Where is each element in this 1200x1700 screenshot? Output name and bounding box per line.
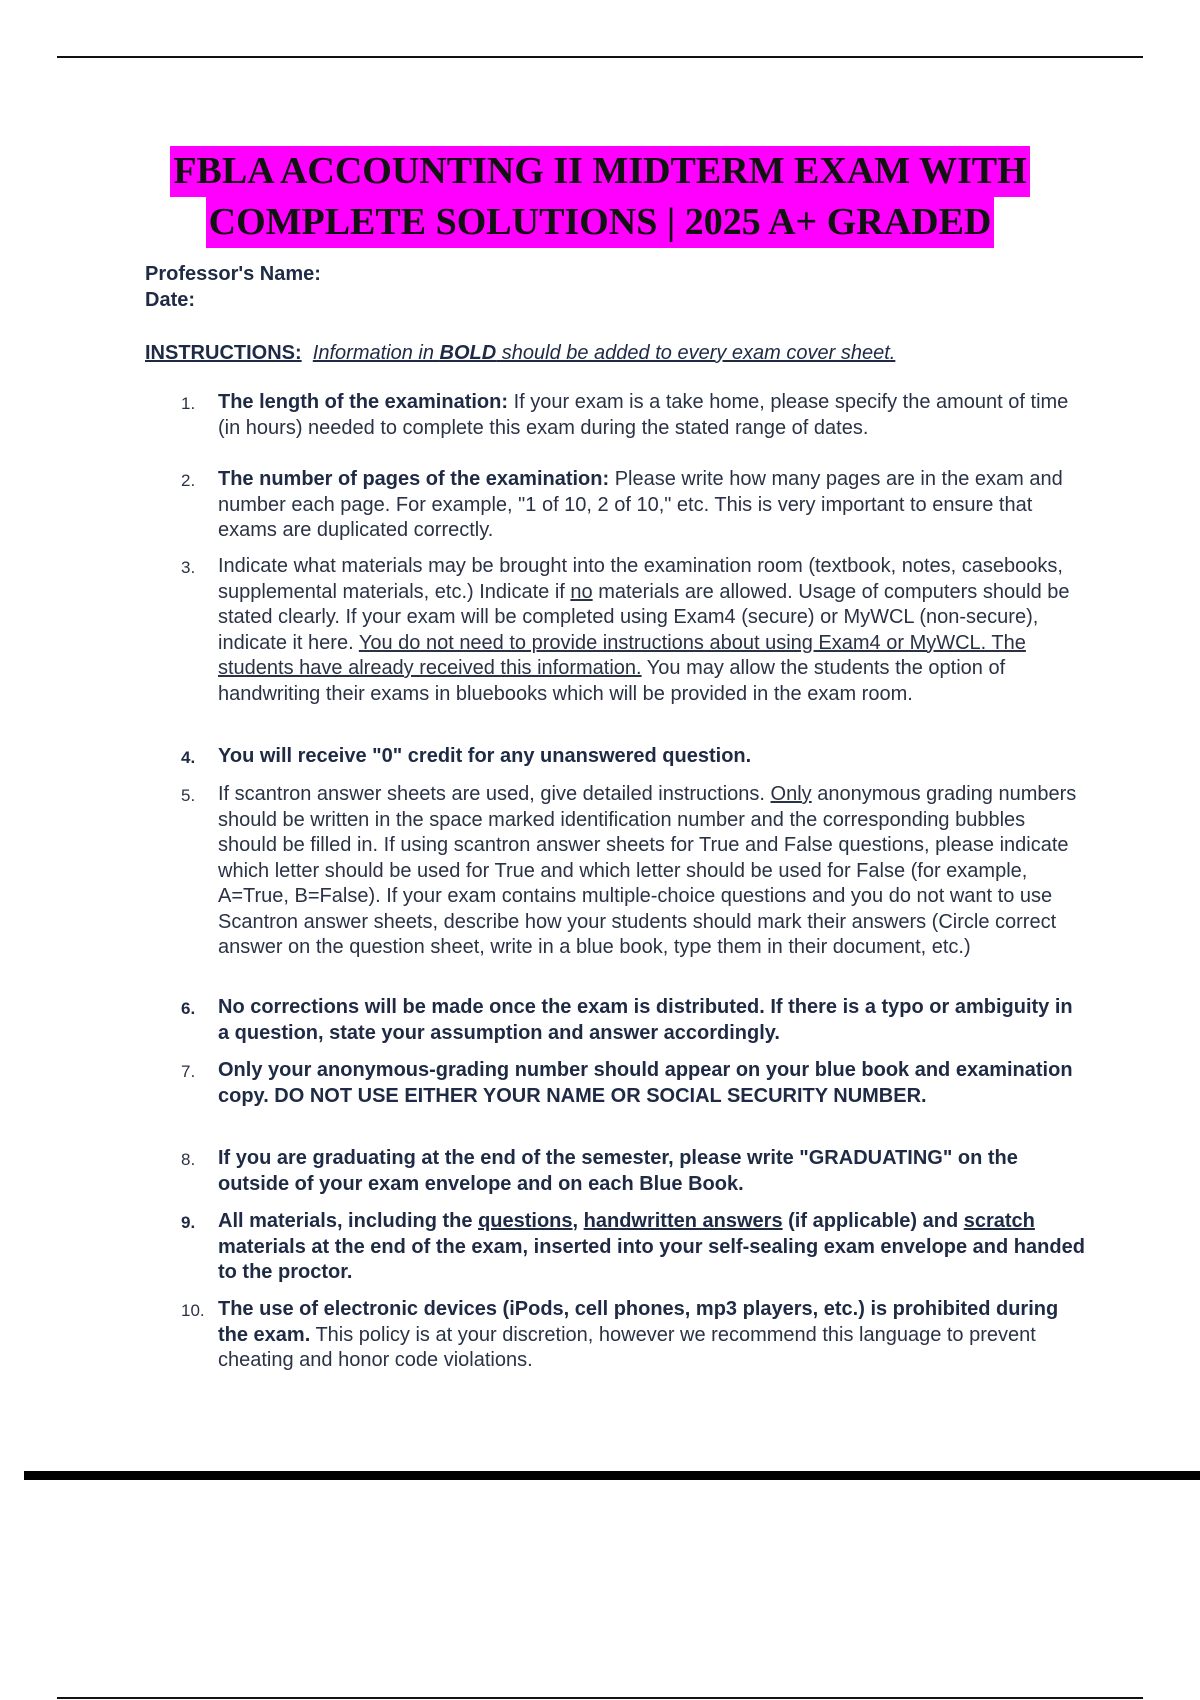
- item-bold-text: [218, 1210, 1085, 1283]
- meta-block: [145, 261, 321, 313]
- item-underlined-text: no: [570, 580, 593, 603]
- item-underlined-text: You do not need to provide instructions about using Exam4 or MyWCL. The students have already received this information.: [218, 631, 1026, 679]
- item-underlined-text: handwritten answers: [583, 1210, 783, 1232]
- item-number: 8.: [181, 1150, 196, 1169]
- list-item: [145, 554, 1085, 744]
- item-underlined-text: questions: [478, 1210, 573, 1232]
- thick-separator: [24, 1471, 1200, 1480]
- list-item: [145, 1058, 1085, 1146]
- item-bold-text: Only your anonymous-grading number should appear on your blue book and examination copy. DO NOT USE EITHER YOUR NAME OR SOCIAL SECURITY NUMBER.: [218, 1059, 1073, 1107]
- bottom-rule: [57, 1697, 1143, 1699]
- item-underlined-text: Only: [770, 783, 812, 805]
- item-number: 5.: [181, 786, 196, 805]
- item-underlined-text: scratch: [963, 1210, 1035, 1232]
- date-label: Date:: [145, 289, 196, 311]
- instructions-note: [313, 342, 896, 364]
- list-item: [145, 1209, 1085, 1297]
- list-item: [145, 1297, 1085, 1377]
- list-item: [145, 467, 1085, 554]
- list-item: [145, 782, 1085, 995]
- item-bold-part: materials at the end of the exam, inserted into your self-sealing exam envelope and handed to the proctor.: [218, 1235, 1085, 1283]
- document-title: [60, 146, 1140, 248]
- item-number: 4.: [181, 748, 196, 767]
- item-bold-part: ,: [572, 1210, 584, 1232]
- item-text: If scantron answer sheets are used, give detailed instructions.: [218, 783, 771, 805]
- instruction-list: [145, 390, 1085, 1377]
- item-number: 3.: [181, 558, 196, 577]
- item-text: If your exam is a take home, please specify the amount of time (in hours) needed to complete this exam during the stated range of dates.: [218, 391, 1069, 439]
- item-text: Please write how many pages are in the exam and number each page. For example, "1 of 10, 2 of 10," etc. This is very important to ensure that exams are duplicated correctly.: [218, 468, 1063, 541]
- list-item: [145, 995, 1085, 1058]
- item-bold-text: If you are graduating at the end of the semester, please write "GRADUATING" on the outside of your exam envelope and on each Blue Book.: [218, 1147, 1018, 1195]
- item-bold-text: The number of pages of the examination:: [218, 468, 610, 490]
- item-bold-text: The use of electronic devices (iPods, cell phones, mp3 players, etc.) is prohibited during the exam.: [218, 1298, 1059, 1346]
- item-bold-part: All materials, including the: [218, 1210, 479, 1232]
- item-number: 6.: [181, 999, 196, 1018]
- item-bold-text: You will receive "0" credit for any unanswered question.: [218, 745, 752, 767]
- item-text: anonymous grading numbers should be written in the space marked identification number and the corresponding bubbles should be filled in. If using scantron answer sheets for True and False questions, please indicate which letter should be used for True and which letter should be used for False (for example, A=True, B=False). If your exam contains multiple-choice questions and you do not want to use Scantron answer sheets, describe how your students should mark their answers (Circle correct answer on the question sheet, write in a blue book, type them in their document, etc.): [218, 783, 1077, 958]
- instructions-line: [145, 340, 895, 366]
- item-text: Indicate what materials may be brought into the examination room (textbook, notes, casebooks, supplemental materials, etc.) Indicate if: [218, 555, 1063, 603]
- title-line-1: FBLA ACCOUNTING II MIDTERM EXAM WITH: [170, 146, 1029, 197]
- item-text: This policy is at your discretion, however we recommend this language to prevent cheating and honor code violations.: [218, 1323, 1036, 1371]
- item-number: 2.: [181, 471, 196, 490]
- professor-name-label: Professor's Name:: [145, 263, 321, 285]
- list-item: [145, 1146, 1085, 1209]
- item-text: materials are allowed. Usage of computers should be stated clearly. If your exam will be completed using Exam4 (secure) or MyWCL (non-secure), indicate it here.: [218, 580, 1070, 654]
- note-part-b: should be added to every exam cover sheet.: [496, 342, 896, 364]
- top-rule: [57, 56, 1143, 58]
- item-number: 10.: [181, 1301, 205, 1320]
- list-item: [145, 390, 1085, 467]
- item-text: You may allow the students the option of handwriting their exams in bluebooks which will be provided in the exam room.: [218, 657, 1006, 705]
- note-part-a: Information in: [312, 342, 440, 364]
- note-bold-word: BOLD: [439, 342, 497, 364]
- instructions-label: INSTRUCTIONS:: [145, 342, 302, 364]
- item-number: 1.: [181, 394, 196, 413]
- title-line-2: COMPLETE SOLUTIONS | 2025 A+ GRADED: [206, 197, 995, 248]
- item-number: 9.: [181, 1213, 196, 1232]
- item-number: 7.: [181, 1062, 196, 1081]
- item-bold-part: (if applicable) and: [782, 1210, 964, 1232]
- item-bold-text: No corrections will be made once the exam is distributed. If there is a typo or ambiguity in a question, state your assumption and answer accordingly.: [218, 996, 1073, 1044]
- list-item: [145, 744, 1085, 782]
- item-bold-text: The length of the examination:: [218, 391, 509, 413]
